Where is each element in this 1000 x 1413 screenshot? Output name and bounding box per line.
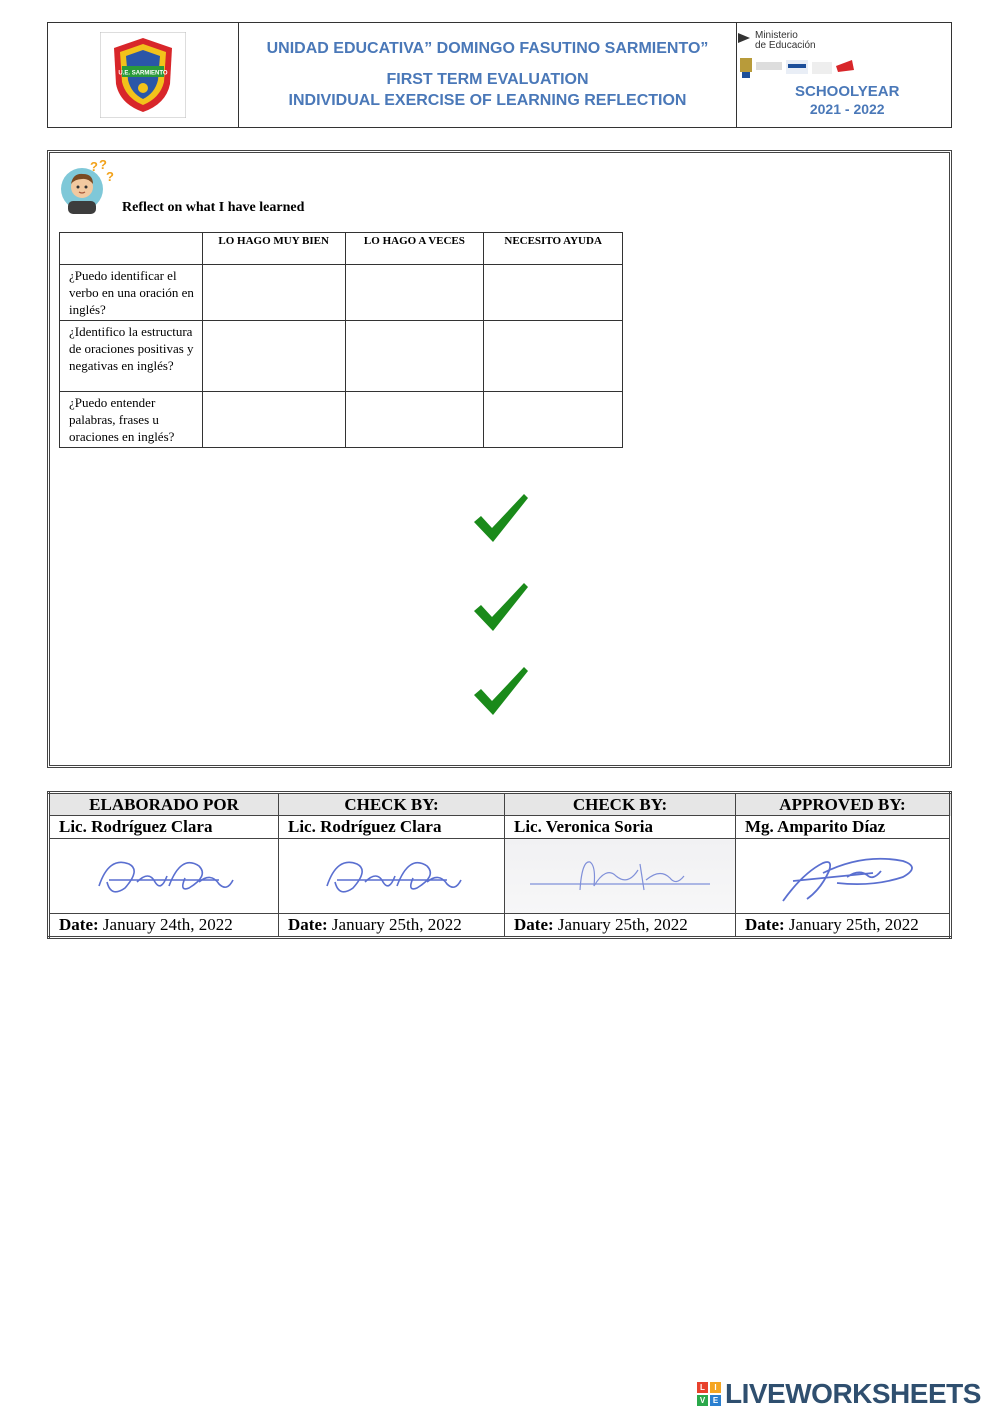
thinking-student-icon xyxy=(60,157,115,214)
ministry-line1: Ministerio xyxy=(755,30,798,41)
date-value: January 24th, 2022 xyxy=(102,915,233,934)
date-value: January 25th, 2022 xyxy=(788,915,919,934)
checkmark-icon[interactable] xyxy=(472,581,530,633)
school-year-label: SCHOOLYEAR xyxy=(795,83,900,100)
header-check-by-1: CHECK BY: xyxy=(279,793,505,816)
logo-letter-v: V xyxy=(697,1395,708,1406)
date-label: Date: xyxy=(514,915,554,934)
table-header-row xyxy=(60,233,623,265)
question-cell: ¿Identifico la estructura de oraciones positivas y negativas en inglés? xyxy=(60,321,203,392)
column-header-empty xyxy=(60,233,203,265)
term-title: FIRST TERM EVALUATION xyxy=(386,71,589,88)
table-row xyxy=(60,392,623,448)
svg-text:?: ? xyxy=(106,169,114,184)
liveworksheets-logo xyxy=(697,1378,981,1410)
column-header-lo-hago-a-veces: LO HAGO A VECES xyxy=(345,233,484,265)
approval-header-row xyxy=(49,793,951,816)
date-cell xyxy=(49,914,279,938)
name-check-1: Lic. Rodríguez Clara xyxy=(279,816,505,839)
government-logo-strip xyxy=(740,56,858,80)
reflection-section xyxy=(47,150,952,768)
signature-rodriguez-2 xyxy=(317,846,467,906)
signature-rodriguez-1 xyxy=(89,846,239,906)
table-row xyxy=(60,321,623,392)
approval-names-row xyxy=(49,816,951,839)
answer-cell-necesito-ayuda[interactable] xyxy=(484,392,623,448)
answer-cell-necesito-ayuda[interactable] xyxy=(484,321,623,392)
answer-cell-necesito-ayuda[interactable] xyxy=(484,265,623,321)
answer-cell-a-veces[interactable] xyxy=(345,392,484,448)
reflection-title: Reflect on what I have learned xyxy=(122,200,305,215)
header-titles xyxy=(239,23,737,127)
school-year-value: 2021 - 2022 xyxy=(809,101,885,117)
header-approved-by: APPROVED BY: xyxy=(736,793,951,816)
name-approved: Mg. Amparito Díaz xyxy=(736,816,951,839)
signature-cell xyxy=(279,839,505,914)
header-check-by-2: CHECK BY: xyxy=(505,793,736,816)
date-label: Date: xyxy=(59,915,99,934)
question-cell: ¿Puedo identificar el verbo en una oración en inglés? xyxy=(60,265,203,321)
date-label: Date: xyxy=(288,915,328,934)
school-crest-logo xyxy=(100,32,186,118)
answer-cell-a-veces[interactable] xyxy=(345,321,484,392)
ministry-arrow-icon xyxy=(738,33,750,43)
name-elaborado: Lic. Rodríguez Clara xyxy=(49,816,279,839)
school-logo-cell xyxy=(48,23,239,127)
logo-letter-i: I xyxy=(710,1382,721,1393)
approval-signatures-row xyxy=(49,839,951,914)
signature-cell xyxy=(49,839,279,914)
approval-dates-row xyxy=(49,914,951,938)
column-header-necesito-ayuda: NECESITO AYUDA xyxy=(484,233,623,265)
signature-cell xyxy=(736,839,951,914)
liveworksheets-logo-icon xyxy=(697,1382,721,1406)
svg-text:?: ? xyxy=(99,157,107,172)
signature-cell xyxy=(505,839,736,914)
answer-cell-a-veces[interactable] xyxy=(345,265,484,321)
header-elaborado-por: ELABORADO POR xyxy=(49,793,279,816)
answer-cell-muy-bien[interactable] xyxy=(202,392,345,448)
liveworksheets-brand-text: LIVEWORKSHEETS xyxy=(725,1378,981,1409)
approval-table xyxy=(47,791,952,939)
date-cell xyxy=(279,914,505,938)
svg-text:U.E. SARMIENTO: U.E. SARMIENTO xyxy=(118,70,168,77)
ministry-cell xyxy=(737,23,951,127)
question-cell: ¿Puedo entender palabras, frases u oraciones en inglés? xyxy=(60,392,203,448)
ministry-name xyxy=(755,31,816,51)
date-cell xyxy=(505,914,736,938)
logo-letter-l: L xyxy=(697,1382,708,1393)
signature-diaz xyxy=(763,843,923,909)
answer-cell-muy-bien[interactable] xyxy=(202,265,345,321)
signature-soria xyxy=(520,846,720,906)
document-header xyxy=(47,22,952,128)
self-assessment-table xyxy=(59,232,623,448)
school-year-block xyxy=(795,83,899,117)
table-row xyxy=(60,265,623,321)
ministry-line2: de Educación xyxy=(755,40,816,51)
answer-cell-muy-bien[interactable] xyxy=(202,321,345,392)
name-check-2: Lic. Veronica Soria xyxy=(505,816,736,839)
date-value: January 25th, 2022 xyxy=(557,915,688,934)
date-label: Date: xyxy=(745,915,785,934)
column-header-lo-hago-muy-bien: LO HAGO MUY BIEN xyxy=(202,233,345,265)
checkmark-icon[interactable] xyxy=(472,492,530,544)
date-value: January 25th, 2022 xyxy=(331,915,462,934)
logo-letter-e: E xyxy=(710,1395,721,1406)
exercise-title: INDIVIDUAL EXERCISE OF LEARNING REFLECTION xyxy=(288,92,687,109)
checkmark-icon[interactable] xyxy=(472,665,530,717)
date-cell xyxy=(736,914,951,938)
svg-text:?: ? xyxy=(90,159,98,174)
school-name: UNIDAD EDUCATIVA” DOMINGO FASUTINO SARMIENTO” xyxy=(266,40,709,57)
